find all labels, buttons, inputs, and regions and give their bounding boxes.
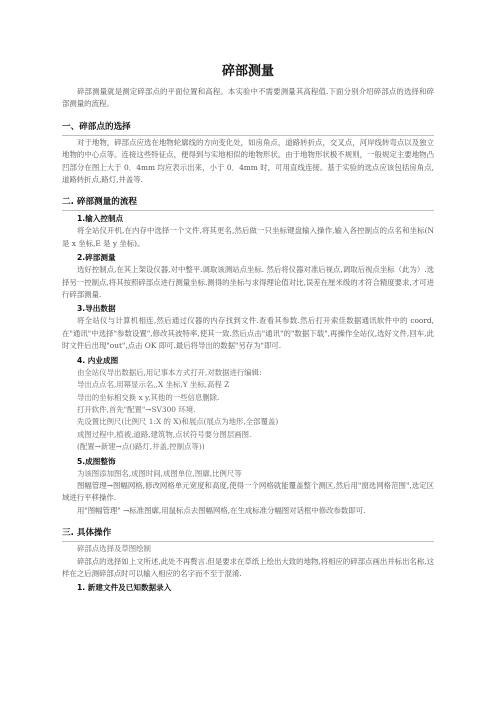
mapping-line: 成图过程中,植被,道路,建筑物,点状符号要分图层画图. [77,429,252,439]
section-2-rule [62,210,434,211]
subsection-detail-survey: 2.碎部测量 [77,253,116,263]
section-2-heading: 二. 碎部测量的流程 [62,197,138,208]
subsection-input-control-points: 1.输入控制点 [77,214,124,224]
subsection-office-mapping: 4. 内业成图 [77,355,119,365]
section-1-rule [62,135,434,136]
operation-line: 碎部点选择及草图绘制 [77,544,151,554]
finishing-line: 用"图幅管理" →标准图廓,用鼠标点去图幅网格,在生成标准分幅图对话框中修改参数即可. [77,505,366,515]
paragraph-detail-survey: 选好控制点,在其上架设仪器,对中整平.调取该测站点坐标. 然后将仪器对准后视点,调取后视点坐标（此为）.选择另一控制点,将其按照碎部点进行测量坐标.测得的坐标与求得理论值对比,误差在厘米级的才符合精度要求,才可进行碎部测量. [62,265,434,300]
section-1-body: 对于地物，碎部点应选在地物轮廓线的方向变化处，如房角点，道路转折点，交叉点，河岸线转弯点以及独立地物的中心点等。连接这些特征点，便得到与实地相似的地物形状。由于地物形状极不规则，一般规定主要地物凸凹部分在图上大于 0．4mm 均应表示出来，小于 0．4mm 时，可用直线连接。基于实验的选点应该包括房角点,道路转折点,路灯,井盖等. [62,137,434,185]
mapping-line: 导出的坐标相交换 x y,其他的一些信息删除. [77,392,220,402]
paragraph-export-data: 将全站仪与计算机相连,然后通过仪器的内存找到文件.查看其参数.然后打开索佳数据通讯软件中的 coord,在"通讯"中选择"参数设置",修改其波特率,使其一致.然后点击"通讯"的"数据下载",再操作全站仪,选好文件,回车,此时文件后出现"out",点击 OK 即可.最后将导出的数据"另存为"即可. [62,316,434,351]
subsection-export-data: 3.导出数据 [77,304,116,314]
mapping-line: 打开软件,首先"配置"→SV300 环境. [77,404,196,414]
section-3-heading: 三. 具体操作 [62,528,112,539]
finishing-line: 图幅管理→图幅网格,修改网格单元宽度和高度,使得一个网格就能覆盖整个测区,然后用"窗选网格范围",选定区域进行平移操作. [62,480,434,503]
mapping-line: 导出点点名,用幂显示名,,X 坐标,Y 坐标,高程 Z [77,380,230,390]
mapping-line: 先设置比例尺(比例尺 1:X 的 X)和展点(展点为地形,全部覆盖) [77,417,279,427]
paragraph-input-control-points: 将全站仪开机,在内存中选择一个文件,将其更名,然后做一只坐标键盘输入操作,输入各控制点的点名和坐标(N 是 x 坐标,E 是 y 坐标)。 [62,226,434,248]
intro-paragraph: 碎部测量就是测定碎部点的平面位置和高程。本实验中不需要测量其高程值.下面分别介绍碎部点的选择和碎部测量的流程。 [62,87,434,109]
section-3-rule [62,541,434,542]
section-1-heading: 一、碎部点的选择 [62,121,131,132]
operation-line: 碎部点的选择如上文所述,此处不再赘言.但是要求在草纸上绘出大致的地物,将相应的碎部点画出并标出名称,这样在之后测碎部点时可以输入相应的名字而不至于混淆. [62,556,434,578]
mapping-line: 由全站仪导出数据后,用记事本方式打开,对数据进行编辑: [77,367,262,377]
finishing-line: 为该图添加图名,成图时间,成图单位,图廓,比例尺等 [77,468,242,478]
subsection-new-file: 1. 新建文件及已知数据录入 [77,583,172,593]
page-title: 碎部测量 [221,64,274,79]
mapping-line: (配置→新建→点()路灯,井盖,控制点等)) [77,442,205,452]
subsection-map-finishing: 5.成图整饰 [77,456,116,466]
